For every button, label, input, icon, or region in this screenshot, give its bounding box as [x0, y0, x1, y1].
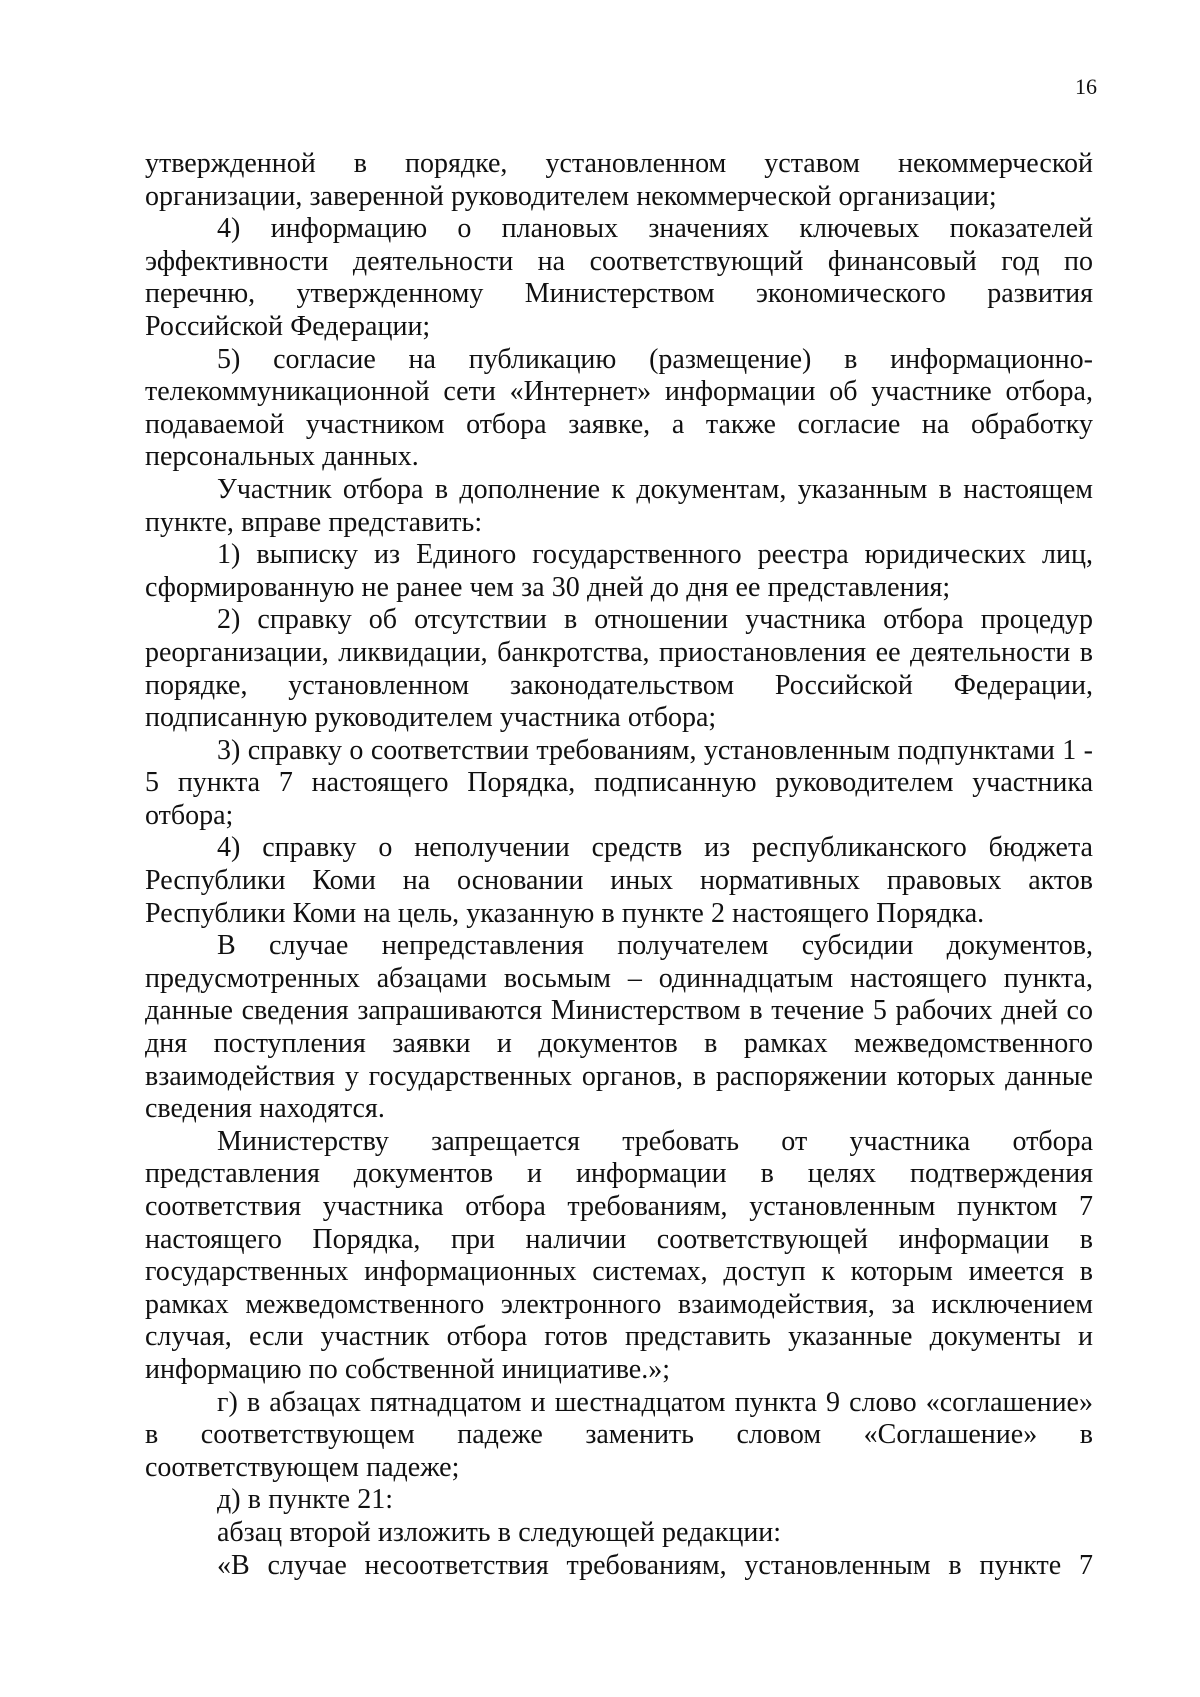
paragraph-second-abzac: абзац второй изложить в следующей редакции:	[217, 1516, 782, 1548]
paragraph-quoted-start: «В случае несоответствия требованиям, установленным в пункте 7	[217, 1549, 1093, 1581]
paragraph-item-3-compliance: 3) справку о соответствии требованиям, установленным подпунктами 1 - 5 пункта 7 настоящего Порядка, подписанную руководителем участника отбора;	[145, 734, 1093, 831]
paragraph-continuation: утвержденной в порядке, установленном уставом некоммерческой организации, заверенной руководителем некоммерческой организации;	[145, 148, 1093, 212]
paragraph-item-4-no-funds: 4) справку о неполучении средств из республиканского бюджета Республики Коми на основании иных нормативных правовых актов Республики Коми на цель, указанную в пункте 2 настоящего Порядка.	[145, 832, 1093, 929]
paragraph-item-1-extract: 1) выписку из Единого государственного реестра юридических лиц, сформированную не ранее чем за 30 дней до дня ее представления;	[145, 539, 1093, 603]
paragraph-item-5-consent: 5) согласие на публикацию (размещение) в информационно-телекоммуникационной сети «Интернет» информации об участнике отбора, подаваемой участником отбора заявке, а также согласие на обработку персональных данных.	[145, 343, 1093, 473]
paragraph-item-g: г) в абзацах пятнадцатом и шестнадцатом пункта 9 слово «соглашение» в соответствующем падеже заменить словом «Соглашение» в соответствующем падеже;	[145, 1386, 1093, 1483]
paragraph-ministry-prohibited: Министерству запрещается требовать от участника отбора представления документов и информации в целях подтверждения соответствия участника отбора требованиям, установленным пунктом 7 настоящего Порядка, при наличии соответствующей информации в государственных информационных системах, доступ к которым имеется в рамках межведомственного электронного взаимодействия, за исключением случая, если участник отбора готов представить указанные документы и информацию по собственной инициативе.»;	[145, 1125, 1093, 1385]
paragraph-nonsubmission: В случае непредставления получателем субсидии документов, предусмотренных абзацами восьмым – одиннадцатым настоящего пункта, данные сведения запрашиваются Министерством в течение 5 рабочих дней со дня поступления заявки и документов в рамках межведомственного взаимодействия у государственных органов, в распоряжении которых данные сведения находятся.	[145, 930, 1093, 1125]
paragraph-item-4-information: 4) информацию о плановых значениях ключевых показателей эффективности деятельности на соответствующий финансовый год по перечню, утвержденному Министерством экономического развития Российской Федерации;	[145, 213, 1093, 342]
paragraph-item-d: д) в пункте 21:	[217, 1484, 394, 1516]
paragraph-participant-may-submit: Участник отбора в дополнение к документам, указанным в настоящем пункте, вправе представить:	[145, 473, 1093, 538]
document-text	[145, 148, 1093, 1582]
page-number: 16	[1075, 74, 1097, 99]
paragraph-item-2-certificate: 2) справку об отсутствии в отношении участника отбора процедур реорганизации, ликвидации, банкротства, приостановления ее деятельности в порядке, установленном законодательством Российской Федерации, подписанную руководителем участника отбора;	[145, 604, 1093, 734]
